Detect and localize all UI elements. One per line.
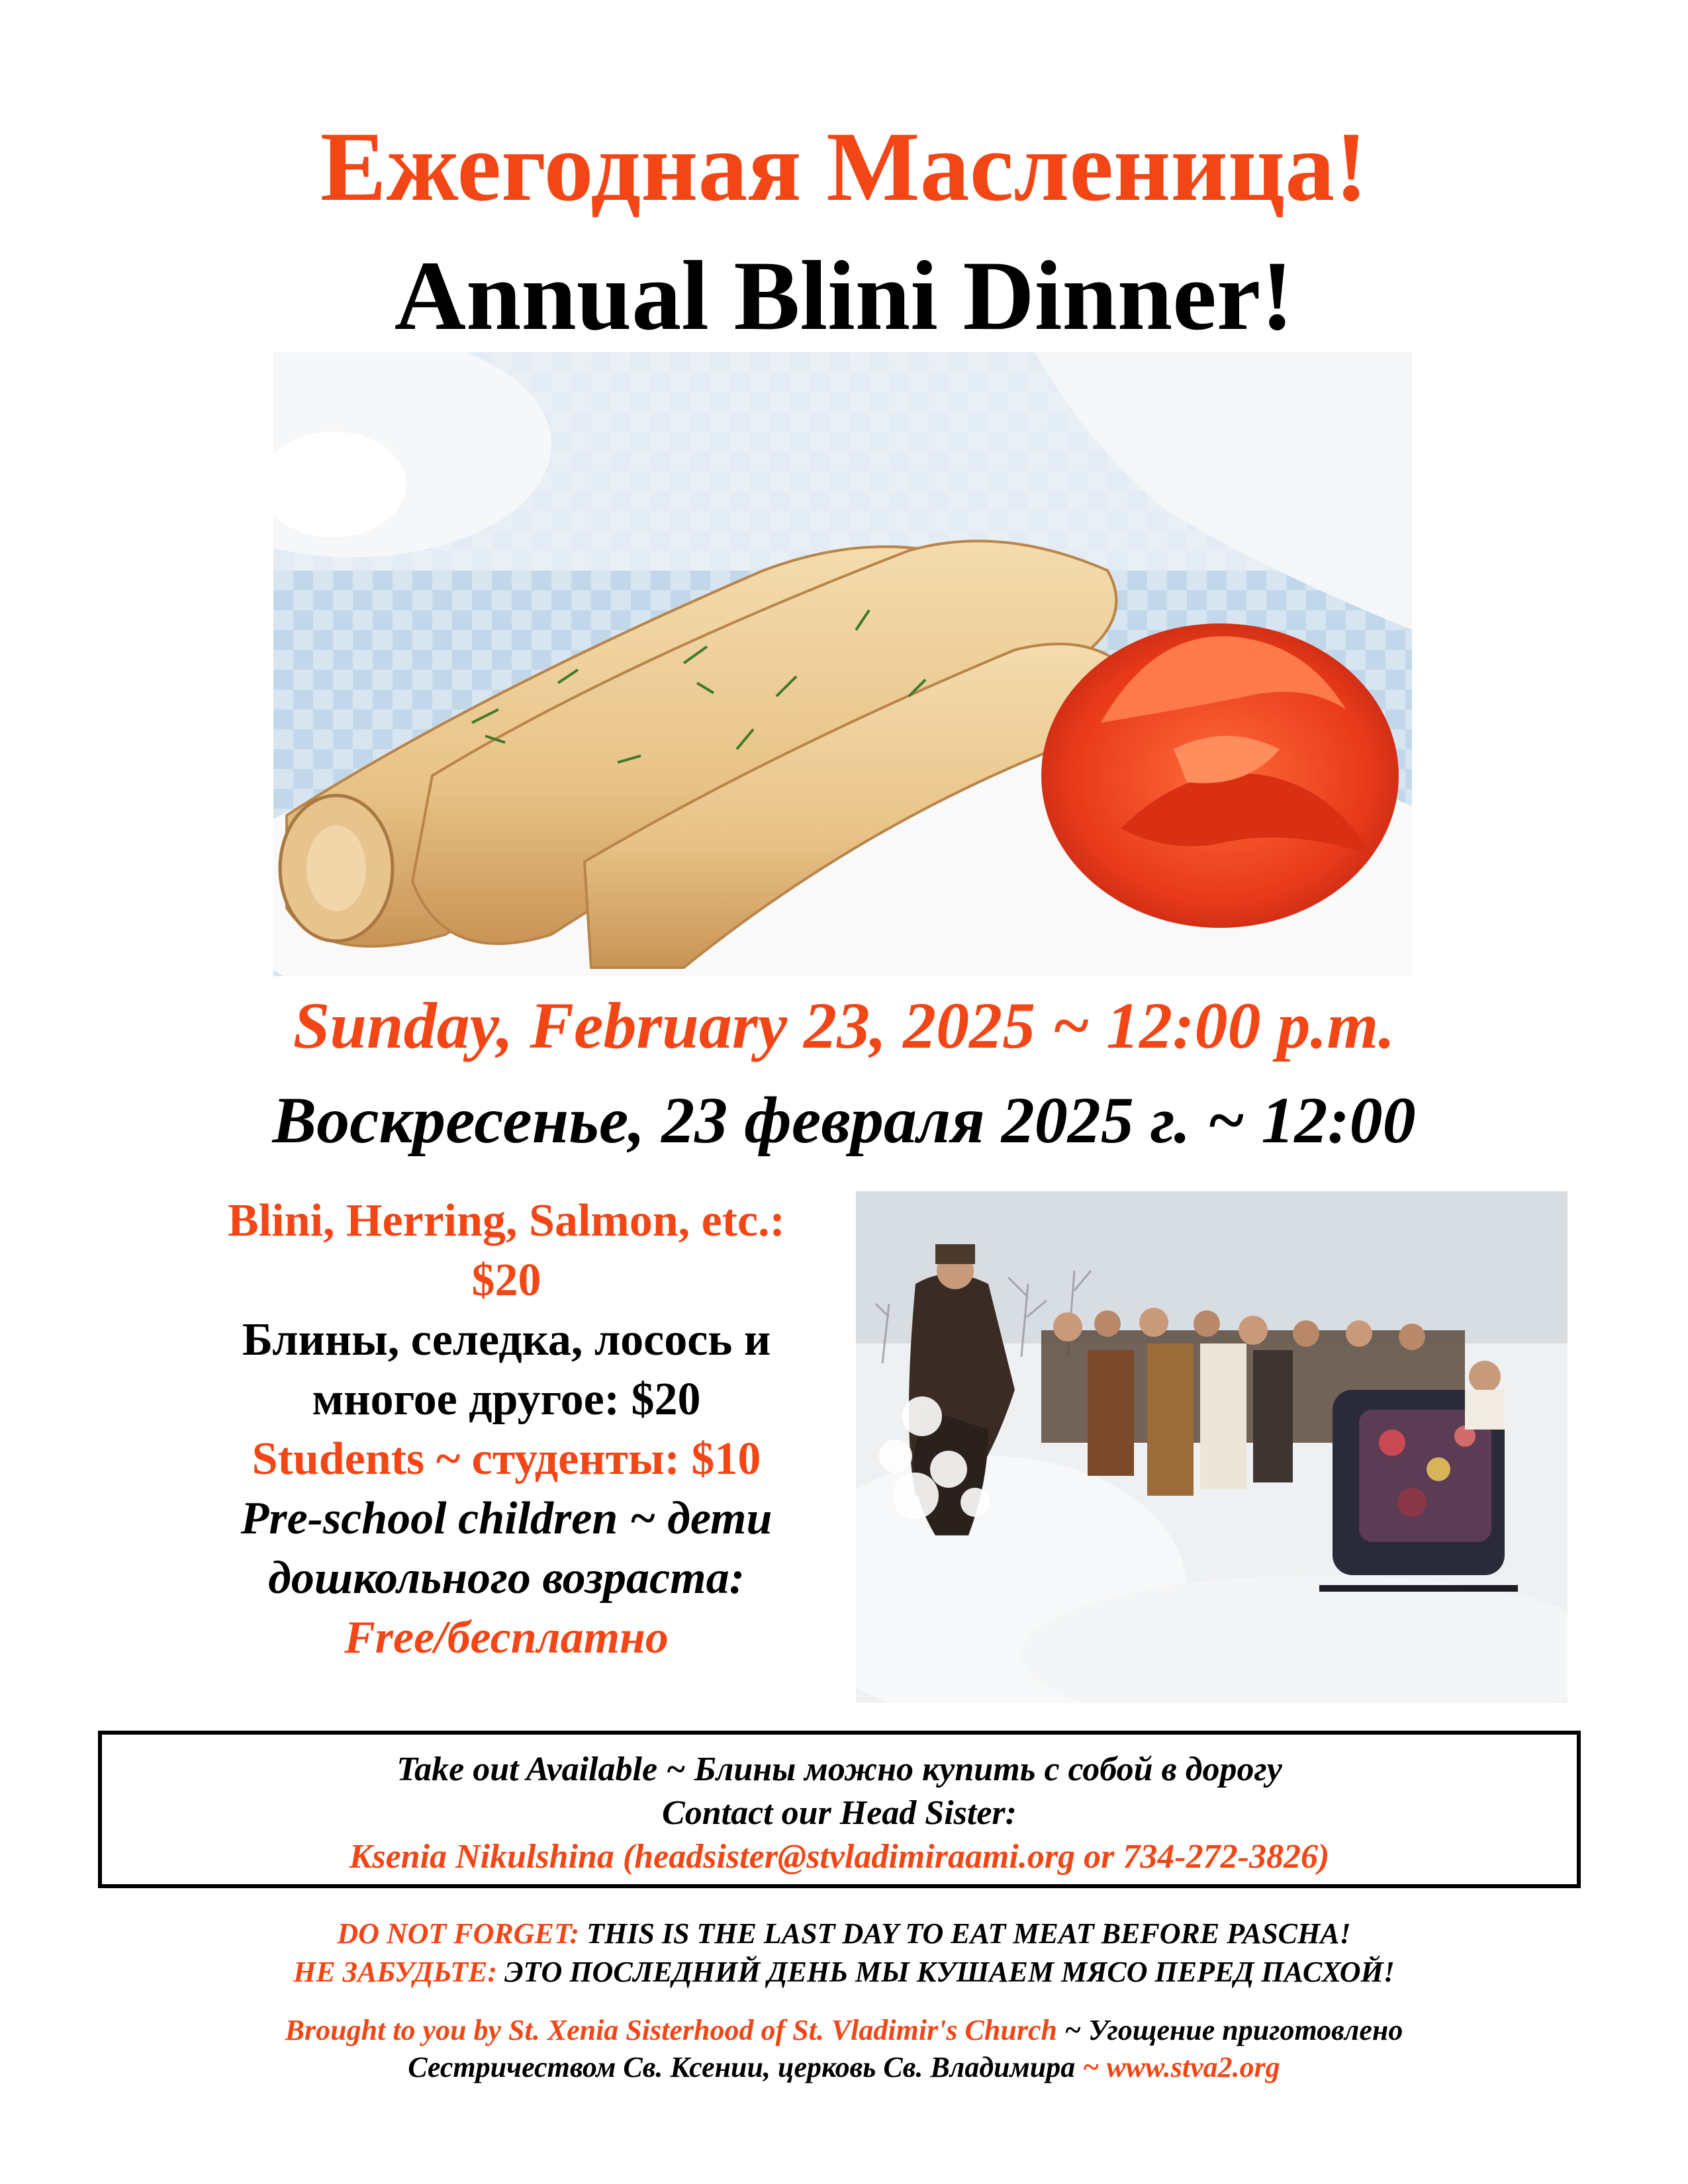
credit-russian-part1: Угощение приготовлено xyxy=(1088,2014,1403,2046)
notice-russian-text: ЭТО ПОСЛЕДНИЙ ДЕНЬ МЫ КУШАЕМ МЯСО ПЕРЕД ПАСХОЙ! xyxy=(504,1956,1395,1988)
notice-english-label: DO NOT FORGET: xyxy=(337,1917,580,1950)
event-date-english: Sunday, February 23, 2025 ~ 12:00 p.m. xyxy=(293,989,1395,1062)
website-link[interactable]: www.stva2.org xyxy=(1106,2051,1280,2083)
notice-english xyxy=(0,1915,1688,1953)
winter-festival-painting xyxy=(856,1191,1568,1703)
price-children-free: Free/бесплатно xyxy=(344,1612,669,1663)
price-list xyxy=(126,1191,887,1668)
credit-separator-1: ~ xyxy=(1064,2014,1082,2046)
credit-separator-2: ~ xyxy=(1082,2051,1100,2083)
contact-head-sister-line: Contact our Head Sister: xyxy=(662,1794,1017,1832)
credit-russian-part2: Сестричеством Св. Ксении, церковь Св. Владимира xyxy=(408,2051,1076,2083)
title-english: Annual Blini Dinner! xyxy=(394,241,1294,351)
price-items-russian-line2: многое другое: $20 xyxy=(312,1374,701,1425)
price-children-line1: Pre-school children ~ дети xyxy=(240,1493,773,1544)
takeout-line: Take out Available ~ Блины можно купить с собой в дорогу xyxy=(397,1751,1282,1788)
price-students: Students ~ студенты: $10 xyxy=(252,1433,761,1484)
price-children-line2: дошкольного возраста: xyxy=(268,1553,745,1604)
title-russian: Ежегодная Масленица! xyxy=(320,112,1368,222)
price-items-english: Blini, Herring, Salmon, etc.: xyxy=(228,1195,785,1246)
notice-russian-label: НЕ ЗАБУДЬТЕ: xyxy=(293,1956,498,1988)
notice-russian xyxy=(0,1953,1688,1991)
price-items-russian-line1: Блины, селедка, лосось и xyxy=(242,1314,771,1365)
blini-salmon-photo xyxy=(273,352,1412,976)
takeout-contact-box xyxy=(98,1731,1581,1888)
credit-line xyxy=(0,2012,1688,2086)
price-amount-english: $20 xyxy=(471,1255,541,1306)
event-date-russian: Воскресенье, 23 февраля 2025 г. ~ 12:00 xyxy=(272,1083,1416,1157)
notice-english-text: THIS IS THE LAST DAY TO EAT MEAT BEFORE PASCHA! xyxy=(586,1917,1351,1950)
contact-details: Ksenia Nikulshina (headsister@stvladimiraami.org or 734-272-3826) xyxy=(349,1838,1330,1876)
notice xyxy=(0,1915,1688,1991)
credit-english: Brought to you by St. Xenia Sisterhood of St. Vladimir's Church xyxy=(285,2014,1057,2046)
